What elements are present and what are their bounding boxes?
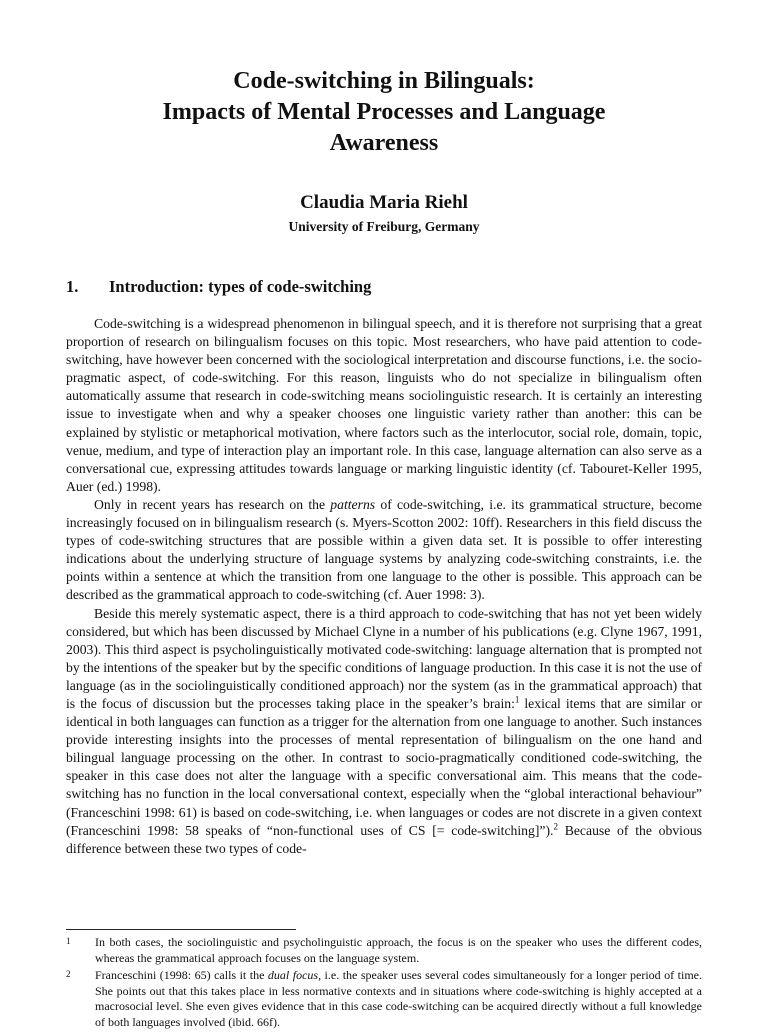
footnote-2-text-a: Franceschini (1998: 65) calls it the xyxy=(95,968,268,982)
author-name: Claudia Maria Riehl xyxy=(300,192,468,213)
section-title: Introduction: types of code-switching xyxy=(109,277,372,296)
paragraph-2-text-a: Only in recent years has research on the xyxy=(94,496,331,512)
footnote-ref-2[interactable]: 2 xyxy=(553,821,558,832)
paragraph-3-text-a: Beside this merely systematic aspect, there is a third approach to code-switching that has not yet been widely considered, but which has been discussed by Michael Clyne in a number of his publications (e.g. Clyne 1967, 1991, 2003). This third aspect is psycholinguistically motivated code-switching: language alternation that is prompted not by the intentions of the speaker but by the specific conditions of language production. In this case it is not the use of language (as in the sociolinguistically conditioned approach) nor the system (as in the grammatical approach) that is the focus of discussion but the processes taking place in the speaker’s brain: xyxy=(66,605,702,711)
title-line-3: Awareness xyxy=(329,130,439,156)
paper-title xyxy=(66,0,702,159)
author-affiliation: University of Freiburg, Germany xyxy=(288,219,480,234)
footnote-1-mark: 1 xyxy=(66,936,71,946)
emphasis-dual-focus: dual focus xyxy=(267,968,319,982)
paragraph-2 xyxy=(66,496,702,605)
footnote-2-text xyxy=(95,968,702,1030)
footnote-2 xyxy=(66,968,702,1030)
footnote-2-mark: 2 xyxy=(66,969,71,979)
paragraph-3 xyxy=(66,605,702,858)
footnote-1 xyxy=(66,935,702,966)
section-number: 1. xyxy=(66,277,79,296)
footnotes xyxy=(66,935,702,1032)
paragraph-2-text-b: of code-switching, i.e. its grammatical structure, become increasingly focused on in bilingualism research (s. Myers-Scotton 2002: 10ff). Researchers in this field discuss the types of code-switching structures that are possible within a given data set. It is possible to offer interesting indications about the underlying structure of language systems by analyzing code-switching constraints, i.e. the points within a sentence at which the transition from one language to the other is possible. This approach can be described as the grammatical approach to code-switching (cf. Auer 1998: 3). xyxy=(66,496,702,603)
paragraph-3-text-b: lexical items that are similar or identical in both languages can function as a trigger for the alternation from one language to another. Such instances provide interesting insights into the processes of mental representation of bilingualism on the one hand and bilingual language processing on the other. In contrast to socio-pragmatically conditioned code-switching, the speaker in this case does not alter the language with a specific conversational aim. This means that the code-switching has no function in the local conversational context, especially when the “global interactional behaviour” (Franceschini 1998: 61) is based on code-switching, i.e. when languages or codes are not discrete in a given context (Franceschini 1998: 58 speaks of “non-functional uses of CS [= code-switching]”). xyxy=(66,695,702,838)
footnote-1-text: In both cases, the sociolinguistic and psycholinguistic approach, the focus is on the speaker who uses the different codes, whereas the grammatical approach focuses on the language system. xyxy=(95,935,702,965)
paragraph-1: Code-switching is a widespread phenomenon in bilingual speech, and it is therefore not surprising that a great proportion of research on bilingualism focuses on this topic. Most researchers, who have paid attention to code-switching, have however been concerned with the sociological interpretation and discourse functions, i.e. the socio-pragmatic aspect, of code-switching. For this reason, linguists who do not specialize in bilingualism often automatically assume that research in code-switching means sociolinguistic research. It is certainly an interesting issue to investigate when and why a speaker chooses one linguistic variety rather than another: this can be explained by stylistic or metaphorical motivation, where factors such as the interlocutor, social role, domain, topic, venue, medium, and type of interaction play an important role. In this case, language alternation can also serve as a conversational cue, expressing attitudes towards language or marking linguistic identity (cf. Tabouret-Keller 1995, Auer (ed.) 1998). xyxy=(66,316,702,494)
title-line-2: Impacts of Mental Processes and Language xyxy=(162,99,606,125)
section-heading xyxy=(66,276,702,298)
footnote-ref-1[interactable]: 1 xyxy=(514,694,520,705)
title-line-1: Code-switching in Bilinguals: xyxy=(233,68,535,94)
footnote-2-text-b: , i.e. the speaker uses several codes simultaneously for a longer period of time. She points out that this takes place in less normative contexts and in situations where code-switching is highly accepted at a macrosocial level. She even gives evidence that in this case code-switching can be acquired directly without a full knowledge of both languages involved (ibid. 66f). xyxy=(95,968,702,1029)
footnote-divider xyxy=(66,929,296,930)
body-text xyxy=(66,315,702,858)
paragraph-3-text-c: Because of the obvious difference between these two types of code- xyxy=(66,822,702,856)
emphasis-patterns: patterns xyxy=(330,496,376,512)
